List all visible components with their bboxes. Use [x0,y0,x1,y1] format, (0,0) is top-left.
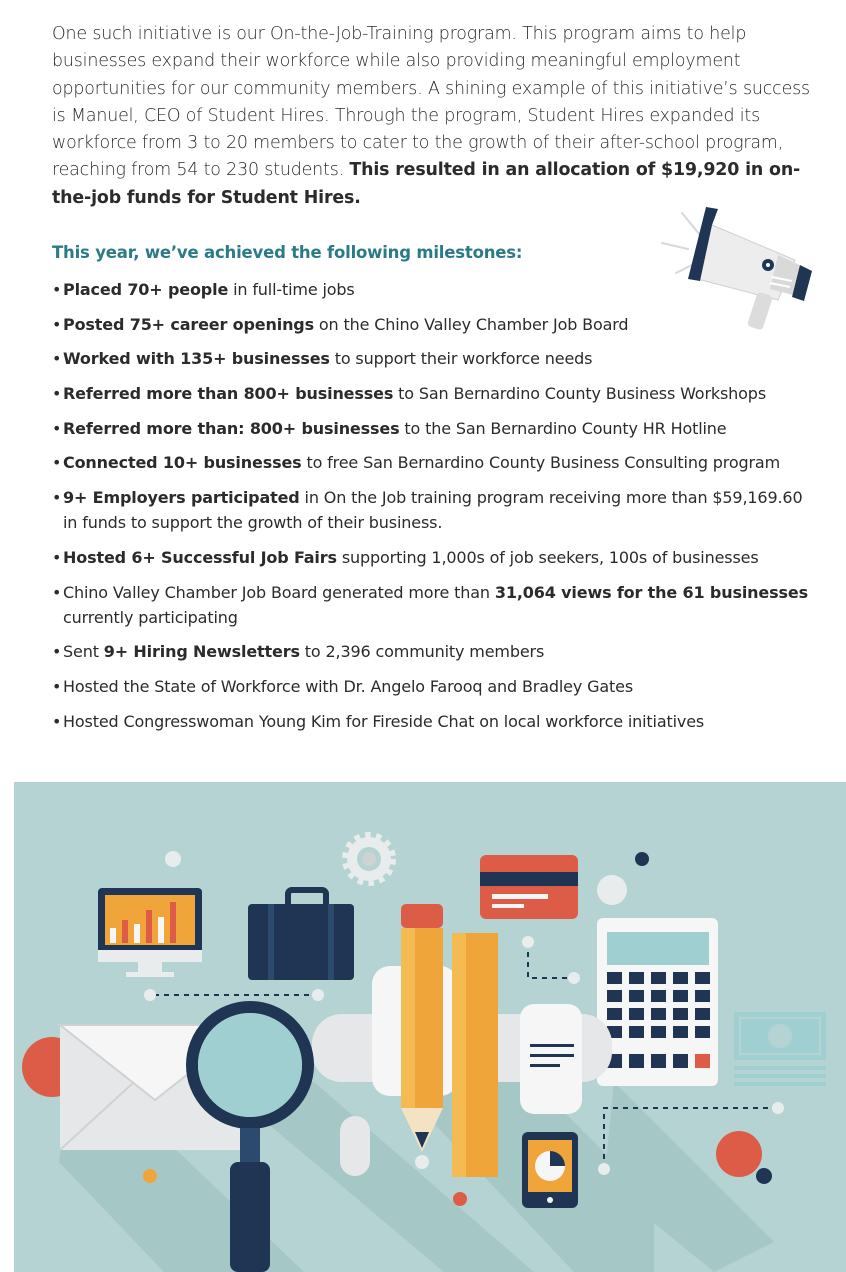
intro-paragraph [52,21,812,212]
milestone-item: • Sent 9+ Hiring Newsletters to 2,396 community members [52,639,812,664]
intro-text: One such initiative is our On-the-Job-Training program. This program aims to help businesses expand their workforce while also providing meaningful employment opportunities for our community members. A shining example of this initiative’s success is Manuel, CEO of Student Hires. Through the program, Student Hires expanded its workforce from 3 to 20 members to cater to the growth of their after-school program, reaching from 54 to 230 students. [52,24,810,181]
milestone-item: • Worked with 135+ businesses to support their workforce needs [52,346,812,371]
megaphone-icon [660,205,820,335]
milestone-item: • Hosted 6+ Successful Job Fairs supporting 1,000s of job seekers, 100s of businesses [52,545,812,570]
milestone-item: • Hosted Congresswoman Young Kim for Fireside Chat on local workforce initiatives [52,709,812,734]
milestones-list [52,277,812,743]
milestone-item: • Connected 10+ businesses to free San Bernardino County Business Consulting program [52,450,812,475]
business-illustration [14,782,846,1272]
milestones-heading: This year, we’ve achieved the following milestones: [52,243,523,262]
milestone-item: • Posted 75+ career openings on the Chino Valley Chamber Job Board [52,312,812,337]
intro-bold-text: This resulted in an allocation of $19,920 in on-the-job funds for Student Hires. [52,160,801,208]
milestone-item: • Hosted the State of Workforce with Dr. Angelo Farooq and Bradley Gates [52,674,812,699]
milestone-item: • 9+ Employers participated in On the Job training program receiving more than $59,169.60 in funds to support the growth of their business. [52,485,812,535]
milestone-item: • Referred more than: 800+ businesses to the San Bernardino County HR Hotline [52,416,812,441]
milestone-item: • Chino Valley Chamber Job Board generated more than 31,064 views for the 61 businesses currently participating [52,580,812,630]
milestone-item: • Referred more than 800+ businesses to San Bernardino County Business Workshops [52,381,812,406]
milestone-item: • Placed 70+ people in full-time jobs [52,277,812,302]
